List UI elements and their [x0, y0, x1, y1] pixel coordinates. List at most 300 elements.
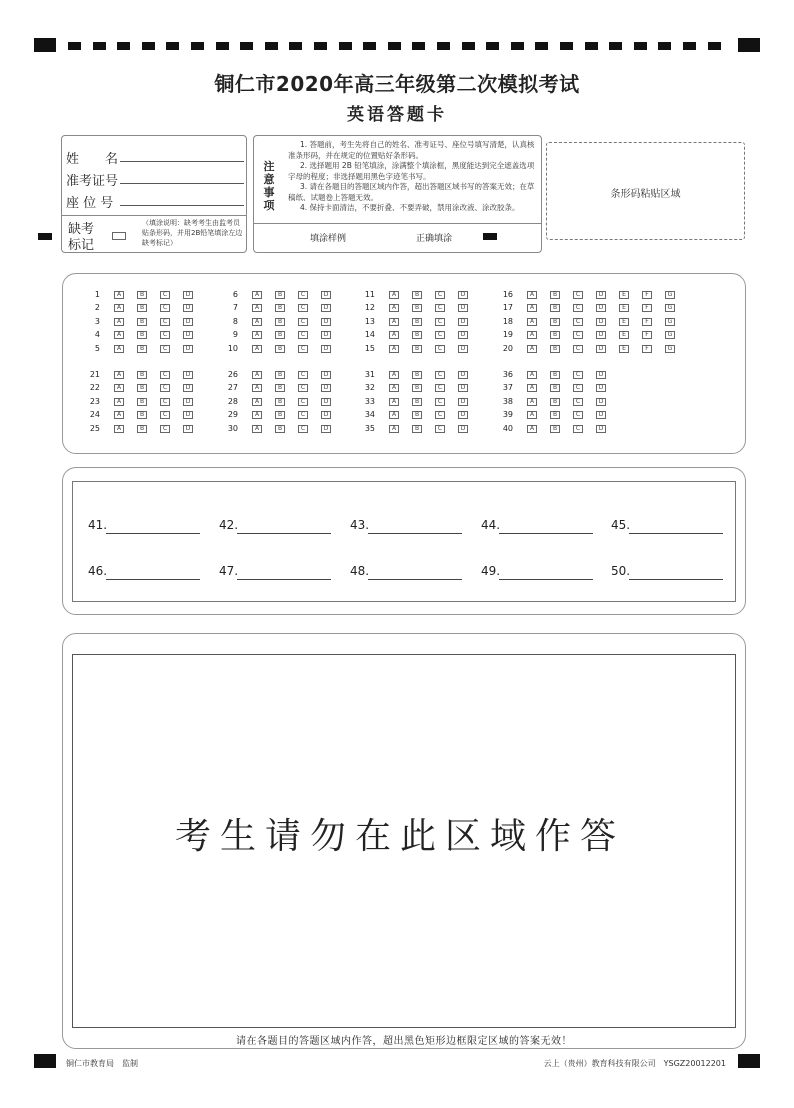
option-bubble-a[interactable]: A — [252, 331, 262, 339]
option-bubble-d[interactable]: D — [183, 425, 193, 433]
no-answer-text: 考生请勿在此区域作答 — [174, 816, 625, 857]
option-bubble-a[interactable]: A — [114, 425, 124, 433]
option-bubble-c[interactable]: C — [298, 425, 308, 433]
option-bubble-a[interactable]: A — [389, 425, 399, 433]
option-bubble-b[interactable]: B — [412, 411, 422, 419]
option-bubble-g[interactable]: G — [665, 318, 675, 326]
option-bubble-c[interactable]: C — [573, 398, 583, 406]
option-bubble-c[interactable]: C — [160, 371, 170, 379]
sample-label: 填涂样例 — [310, 234, 347, 244]
question-number: 17 — [502, 303, 513, 313]
option-bubble-d[interactable]: D — [596, 398, 606, 406]
option-bubble-c[interactable]: C — [435, 304, 445, 312]
correct-fill-label: 正确填涂 — [416, 234, 453, 244]
timing-dash — [216, 42, 229, 50]
option-bubble-c[interactable]: C — [573, 371, 583, 379]
option-bubble-c[interactable]: C — [573, 318, 583, 326]
option-bubble-c[interactable]: C — [298, 398, 308, 406]
option-bubble-b[interactable]: B — [275, 411, 285, 419]
option-bubble-c[interactable]: C — [573, 425, 583, 433]
option-bubble-b[interactable]: B — [137, 371, 147, 379]
timing-dash — [117, 42, 130, 50]
option-bubble-a[interactable]: A — [389, 291, 399, 299]
option-bubble-a[interactable]: A — [252, 318, 262, 326]
option-bubble-b[interactable]: B — [275, 318, 285, 326]
question-number: 9 — [232, 330, 238, 340]
option-bubble-b[interactable]: B — [275, 384, 285, 392]
option-bubble-b[interactable]: B — [550, 331, 560, 339]
option-bubble-g[interactable]: G — [665, 304, 675, 312]
option-bubble-a[interactable]: A — [252, 425, 262, 433]
name-field[interactable] — [120, 161, 244, 162]
notice-item: 1. 答题前，考生先将自己的姓名、准考证号、座位号填写清楚，认真核准条形码，并在规定的位置贴好条形码。 — [288, 140, 535, 160]
question-number: 3 — [94, 316, 100, 326]
option-bubble-c[interactable]: C — [573, 411, 583, 419]
option-bubble-b[interactable]: B — [550, 318, 560, 326]
option-bubble-b[interactable]: B — [412, 398, 422, 406]
option-bubble-a[interactable]: A — [389, 345, 399, 353]
footer-right: 云上（贵州）教育科技有限公司 YSGZ20012201 — [543, 1059, 726, 1068]
option-bubble-c[interactable]: C — [160, 398, 170, 406]
option-bubble-a[interactable]: A — [527, 398, 537, 406]
option-bubble-d[interactable]: D — [458, 318, 468, 326]
option-bubble-a[interactable]: A — [114, 371, 124, 379]
option-bubble-c[interactable]: C — [298, 371, 308, 379]
option-bubble-d[interactable]: D — [321, 291, 331, 299]
option-bubble-a[interactable]: A — [114, 291, 124, 299]
option-bubble-c[interactable]: C — [160, 304, 170, 312]
option-bubble-a[interactable]: A — [252, 384, 262, 392]
option-bubble-b[interactable]: B — [275, 425, 285, 433]
blank-answer-line[interactable] — [629, 533, 723, 534]
boundary-warning: 请在各题目的答题区域内作答，超出黑色矩形边框限定区域的答案无效！ — [236, 1036, 572, 1047]
option-bubble-d[interactable]: D — [321, 331, 331, 339]
option-bubble-c[interactable]: C — [573, 291, 583, 299]
question-number: 19 — [502, 330, 513, 340]
question-number: 4 — [94, 330, 100, 340]
option-bubble-c[interactable]: C — [435, 331, 445, 339]
option-bubble-b[interactable]: B — [550, 398, 560, 406]
option-bubble-d[interactable]: D — [321, 371, 331, 379]
option-bubble-d[interactable]: D — [183, 291, 193, 299]
absent-label-line2: 标记 — [68, 238, 95, 253]
question-number: 14 — [364, 330, 375, 340]
option-bubble-c[interactable]: C — [160, 425, 170, 433]
option-bubble-b[interactable]: B — [550, 345, 560, 353]
question-number: 33 — [364, 396, 375, 406]
option-bubble-b[interactable]: B — [412, 384, 422, 392]
option-bubble-b[interactable]: B — [137, 291, 147, 299]
blank-answer-line[interactable] — [629, 579, 723, 580]
option-bubble-f[interactable]: F — [642, 304, 652, 312]
option-bubble-c[interactable]: C — [435, 384, 445, 392]
question-number: 37 — [502, 383, 513, 393]
blank-answer-line[interactable] — [106, 579, 200, 580]
option-bubble-a[interactable]: A — [252, 291, 262, 299]
notice-list — [288, 140, 538, 214]
option-bubble-b[interactable]: B — [550, 291, 560, 299]
option-bubble-b[interactable]: B — [412, 318, 422, 326]
option-bubble-d[interactable]: D — [321, 398, 331, 406]
option-bubble-b[interactable]: B — [412, 331, 422, 339]
option-bubble-c[interactable]: C — [573, 304, 583, 312]
timing-dash — [93, 42, 106, 50]
option-bubble-a[interactable]: A — [252, 398, 262, 406]
blank-answer-line[interactable] — [499, 579, 593, 580]
option-bubble-b[interactable]: B — [412, 371, 422, 379]
option-bubble-a[interactable]: A — [389, 331, 399, 339]
notice-item: 4. 保持卡面清洁，不要折叠、不要弄破，禁用涂改液、涂改胶条。 — [300, 203, 520, 212]
option-bubble-b[interactable]: B — [550, 384, 560, 392]
option-bubble-c[interactable]: C — [298, 345, 308, 353]
timing-dash — [437, 42, 450, 50]
question-number: 35 — [364, 423, 375, 433]
option-bubble-c[interactable]: C — [160, 411, 170, 419]
option-bubble-b[interactable]: B — [137, 425, 147, 433]
option-bubble-b[interactable]: B — [275, 331, 285, 339]
option-bubble-e[interactable]: E — [619, 291, 629, 299]
option-bubble-a[interactable]: A — [527, 331, 537, 339]
option-bubble-d[interactable]: D — [458, 331, 468, 339]
question-number: 15 — [364, 343, 375, 353]
timing-dash — [68, 42, 81, 50]
option-bubble-a[interactable]: A — [527, 291, 537, 299]
option-bubble-f[interactable]: F — [642, 331, 652, 339]
absent-label-line1: 缺考 — [68, 222, 95, 237]
corner-mark-bottom-left — [34, 1054, 56, 1068]
option-bubble-a[interactable]: A — [527, 345, 537, 353]
option-bubble-c[interactable]: C — [573, 331, 583, 339]
option-bubble-c[interactable]: C — [435, 291, 445, 299]
option-bubble-b[interactable]: B — [137, 331, 147, 339]
option-bubble-c[interactable]: C — [298, 318, 308, 326]
question-number: 6 — [232, 290, 238, 299]
side-mark-left — [38, 233, 52, 240]
option-bubble-a[interactable]: A — [389, 304, 399, 312]
blank-answer-line[interactable] — [499, 533, 593, 534]
question-number: 20 — [502, 343, 513, 353]
option-bubble-a[interactable]: A — [527, 411, 537, 419]
option-bubble-d[interactable]: D — [183, 398, 193, 406]
timing-dash — [634, 42, 647, 50]
timing-dash — [289, 42, 302, 50]
timing-dash — [683, 42, 696, 50]
option-bubble-c[interactable]: C — [160, 291, 170, 299]
option-bubble-d[interactable]: D — [321, 345, 331, 353]
option-bubble-d[interactable]: D — [596, 291, 606, 299]
notice-item: 3. 请在各题目的答题区域内作答，超出答题区域书写的答案无效；在草稿纸、试题卷上答题无效。 — [288, 182, 535, 202]
notice-heading-char: 事 — [263, 186, 275, 199]
option-bubble-e[interactable]: E — [619, 304, 629, 312]
notice-heading-char: 项 — [263, 199, 275, 212]
option-bubble-a[interactable]: A — [389, 318, 399, 326]
exam-id-label: 准考证号 — [66, 174, 119, 189]
question-number: 11 — [364, 290, 375, 299]
question-number: 40 — [502, 423, 513, 433]
option-bubble-d[interactable]: D — [458, 371, 468, 379]
option-bubble-c[interactable]: C — [160, 318, 170, 326]
option-bubble-c[interactable]: C — [298, 304, 308, 312]
option-bubble-d[interactable]: D — [183, 384, 193, 392]
option-bubble-a[interactable]: A — [114, 411, 124, 419]
page-subtitle: 英语答题卡 — [347, 105, 447, 125]
blank-number: 44. — [481, 518, 501, 532]
option-bubble-b[interactable]: B — [275, 371, 285, 379]
option-bubble-f[interactable]: F — [642, 291, 652, 299]
blank-number: 42. — [219, 518, 239, 532]
option-bubble-d[interactable]: D — [183, 331, 193, 339]
option-bubble-b[interactable]: B — [550, 304, 560, 312]
option-bubble-b[interactable]: B — [412, 425, 422, 433]
option-bubble-d[interactable]: D — [321, 425, 331, 433]
correct-fill-sample — [483, 233, 497, 240]
option-bubble-a[interactable]: A — [114, 345, 124, 353]
question-number: 38 — [502, 396, 513, 406]
option-bubble-b[interactable]: B — [275, 291, 285, 299]
absent-checkbox[interactable] — [112, 232, 126, 240]
question-number: 13 — [364, 316, 375, 326]
question-number: 36 — [502, 370, 513, 379]
corner-mark-bottom-right — [738, 1054, 760, 1068]
question-number: 12 — [364, 303, 375, 313]
option-bubble-a[interactable]: A — [114, 304, 124, 312]
fill-blank-inner-frame — [72, 481, 736, 602]
option-bubble-b[interactable]: B — [137, 304, 147, 312]
option-bubble-a[interactable]: A — [527, 318, 537, 326]
question-number: 23 — [89, 396, 100, 406]
option-bubble-a[interactable]: A — [114, 331, 124, 339]
timing-dash — [708, 42, 721, 50]
question-number: 27 — [227, 383, 238, 393]
timing-dash — [388, 42, 401, 50]
option-bubble-c[interactable]: C — [298, 411, 308, 419]
option-bubble-b[interactable]: B — [137, 398, 147, 406]
option-bubble-d[interactable]: D — [596, 425, 606, 433]
option-bubble-d[interactable]: D — [596, 318, 606, 326]
exam-id-field[interactable] — [120, 183, 244, 184]
question-number: 10 — [227, 343, 238, 353]
option-bubble-a[interactable]: A — [389, 398, 399, 406]
option-bubble-d[interactable]: D — [321, 304, 331, 312]
option-bubble-c[interactable]: C — [435, 425, 445, 433]
barcode-label: 条形码粘贴区域 — [610, 189, 681, 200]
option-bubble-f[interactable]: F — [642, 345, 652, 353]
option-bubble-a[interactable]: A — [252, 371, 262, 379]
question-number: 7 — [232, 303, 238, 313]
option-bubble-d[interactable]: D — [458, 304, 468, 312]
notice-divider — [254, 223, 541, 224]
timing-dash — [142, 42, 155, 50]
question-number: 2 — [94, 303, 100, 313]
blank-number: 49. — [481, 564, 501, 578]
timing-dash — [363, 42, 376, 50]
option-bubble-d[interactable]: D — [596, 345, 606, 353]
absent-note: （填涂说明：缺考考生由监考员贴条形码，并用2B铅笔填涂左边缺考标记） — [142, 219, 243, 247]
question-number: 28 — [227, 396, 238, 406]
timing-dash — [339, 42, 352, 50]
timing-dash — [240, 42, 253, 50]
blank-number: 43. — [350, 518, 370, 532]
option-bubble-b[interactable]: B — [137, 384, 147, 392]
question-number: 5 — [94, 343, 100, 353]
option-bubble-d[interactable]: D — [183, 304, 193, 312]
option-bubble-a[interactable]: A — [389, 384, 399, 392]
question-number: 26 — [227, 370, 238, 379]
option-bubble-c[interactable]: C — [160, 345, 170, 353]
option-bubble-b[interactable]: B — [412, 345, 422, 353]
option-bubble-d[interactable]: D — [183, 345, 193, 353]
option-bubble-b[interactable]: B — [412, 291, 422, 299]
option-bubble-d[interactable]: D — [596, 411, 606, 419]
option-bubble-c[interactable]: C — [435, 371, 445, 379]
option-bubble-d[interactable]: D — [321, 318, 331, 326]
option-bubble-g[interactable]: G — [665, 291, 675, 299]
timing-dash — [511, 42, 524, 50]
option-bubble-b[interactable]: B — [550, 411, 560, 419]
option-bubble-a[interactable]: A — [252, 304, 262, 312]
blank-answer-line[interactable] — [106, 533, 200, 534]
option-bubble-c[interactable]: C — [160, 384, 170, 392]
option-bubble-b[interactable]: B — [275, 398, 285, 406]
option-bubble-d[interactable]: D — [321, 411, 331, 419]
timing-dash — [191, 42, 204, 50]
option-bubble-d[interactable]: D — [596, 331, 606, 339]
option-bubble-b[interactable]: B — [550, 425, 560, 433]
timing-dash — [560, 42, 573, 50]
name-label: 姓 名 — [66, 152, 119, 167]
option-bubble-d[interactable]: D — [596, 304, 606, 312]
blank-answer-line[interactable] — [237, 579, 331, 580]
timing-dash — [412, 42, 425, 50]
option-bubble-d[interactable]: D — [458, 291, 468, 299]
timing-dash — [658, 42, 671, 50]
option-bubble-a[interactable]: A — [527, 304, 537, 312]
blank-number: 48. — [350, 564, 370, 578]
blank-number: 45. — [611, 518, 631, 532]
question-number: 29 — [227, 410, 238, 420]
option-bubble-d[interactable]: D — [458, 398, 468, 406]
option-bubble-c[interactable]: C — [435, 318, 445, 326]
timing-dash — [609, 42, 622, 50]
question-number: 25 — [89, 423, 100, 433]
option-bubble-a[interactable]: A — [389, 371, 399, 379]
question-number: 22 — [89, 383, 100, 393]
footer-left: 铜仁市教育局 监制 — [66, 1059, 138, 1068]
option-bubble-c[interactable]: C — [573, 384, 583, 392]
notice-heading-char: 注 — [263, 160, 275, 173]
option-bubble-d[interactable]: D — [183, 371, 193, 379]
option-bubble-d[interactable]: D — [183, 318, 193, 326]
question-number: 32 — [364, 383, 375, 393]
option-bubble-c[interactable]: C — [160, 331, 170, 339]
option-bubble-c[interactable]: C — [298, 291, 308, 299]
option-bubble-f[interactable]: F — [642, 318, 652, 326]
blank-number: 50. — [611, 564, 631, 578]
question-number: 1 — [94, 290, 100, 299]
option-bubble-b[interactable]: B — [137, 411, 147, 419]
question-number: 30 — [227, 423, 238, 433]
option-bubble-b[interactable]: B — [137, 345, 147, 353]
option-bubble-e[interactable]: E — [619, 331, 629, 339]
option-bubble-a[interactable]: A — [114, 318, 124, 326]
timing-dash — [585, 42, 598, 50]
timing-dash — [166, 42, 179, 50]
timing-dash — [265, 42, 278, 50]
question-number: 21 — [89, 370, 100, 379]
option-bubble-a[interactable]: A — [114, 398, 124, 406]
option-bubble-b[interactable]: B — [275, 345, 285, 353]
option-bubble-a[interactable]: A — [252, 411, 262, 419]
notice-heading — [262, 160, 276, 212]
question-number: 24 — [89, 410, 100, 420]
option-bubble-c[interactable]: C — [435, 398, 445, 406]
option-bubble-a[interactable]: A — [389, 411, 399, 419]
absent-divider — [62, 215, 246, 216]
seat-field[interactable] — [120, 205, 244, 206]
blank-number: 41. — [88, 518, 108, 532]
question-number: 18 — [502, 316, 513, 326]
blank-answer-line[interactable] — [368, 579, 462, 580]
option-bubble-a[interactable]: A — [252, 345, 262, 353]
corner-mark-top-right — [738, 38, 760, 52]
question-number: 39 — [502, 410, 513, 420]
option-bubble-d[interactable]: D — [596, 384, 606, 392]
timing-dash — [314, 42, 327, 50]
option-bubble-c[interactable]: C — [298, 331, 308, 339]
blank-number: 46. — [88, 564, 108, 578]
question-number: 8 — [232, 316, 238, 326]
option-bubble-b[interactable]: B — [137, 318, 147, 326]
option-bubble-e[interactable]: E — [619, 345, 629, 353]
timing-dash — [462, 42, 475, 50]
option-bubble-b[interactable]: B — [550, 371, 560, 379]
option-bubble-a[interactable]: A — [527, 425, 537, 433]
question-number: 16 — [502, 290, 513, 299]
blank-number: 47. — [219, 564, 239, 578]
timing-dash — [535, 42, 548, 50]
option-bubble-g[interactable]: G — [665, 345, 675, 353]
option-bubble-d[interactable]: D — [458, 384, 468, 392]
option-bubble-c[interactable]: C — [573, 345, 583, 353]
option-bubble-d[interactable]: D — [321, 384, 331, 392]
option-bubble-b[interactable]: B — [412, 304, 422, 312]
notice-item: 2. 选择题用 2B 铅笔填涂，涂满整个填涂框，黑度能达到完全遮盖选项字母的程度；非选择题用黑色字迹笔书写。 — [288, 161, 535, 181]
option-bubble-c[interactable]: C — [298, 384, 308, 392]
notice-heading-char: 意 — [263, 173, 275, 186]
option-bubble-d[interactable]: D — [183, 411, 193, 419]
blank-answer-line[interactable] — [368, 533, 462, 534]
option-bubble-d[interactable]: D — [458, 411, 468, 419]
page-title: 铜仁市2020年高三年级第二次模拟考试 — [214, 72, 580, 96]
option-bubble-b[interactable]: B — [275, 304, 285, 312]
question-number: 31 — [364, 370, 375, 379]
option-bubble-a[interactable]: A — [114, 384, 124, 392]
seat-label: 座 位 号 — [66, 196, 114, 211]
option-bubble-e[interactable]: E — [619, 318, 629, 326]
blank-answer-line[interactable] — [237, 533, 331, 534]
option-bubble-g[interactable]: G — [665, 331, 675, 339]
corner-mark-top-left — [34, 38, 56, 52]
option-bubble-d[interactable]: D — [458, 425, 468, 433]
option-bubble-d[interactable]: D — [596, 371, 606, 379]
option-bubble-a[interactable]: A — [527, 371, 537, 379]
question-number: 34 — [364, 410, 375, 420]
option-bubble-c[interactable]: C — [435, 345, 445, 353]
timing-dash — [486, 42, 499, 50]
option-bubble-d[interactable]: D — [458, 345, 468, 353]
option-bubble-c[interactable]: C — [435, 411, 445, 419]
option-bubble-a[interactable]: A — [527, 384, 537, 392]
